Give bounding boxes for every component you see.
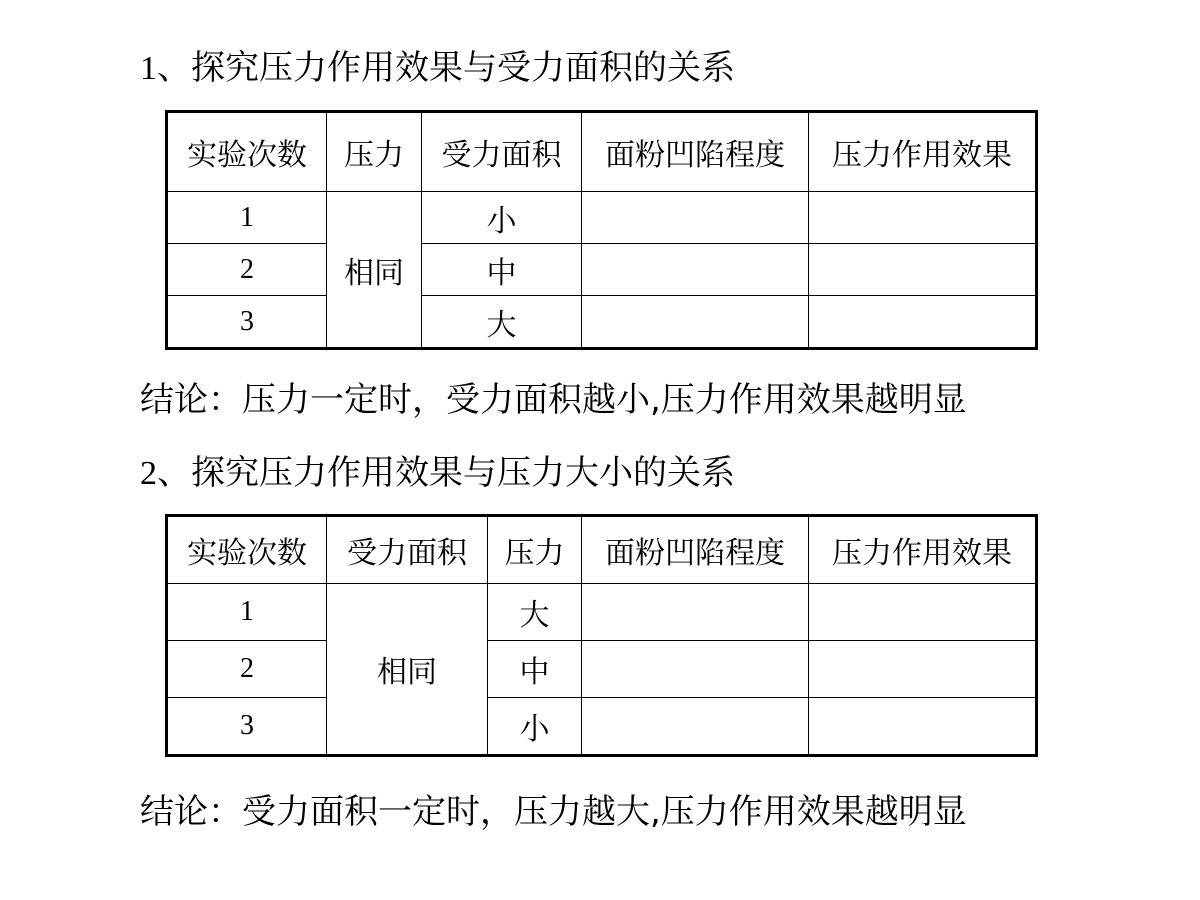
table-row	[167, 244, 1037, 296]
pressure-effect-cell	[809, 641, 1037, 698]
trial-index: 3	[167, 296, 327, 349]
flour-depression-cell	[582, 244, 809, 296]
pressure-effect-cell	[809, 296, 1037, 349]
table-row	[167, 584, 1037, 641]
section1-conclusion: 结论：压力一定时，受力面积越小,压力作用效果越明显	[140, 380, 967, 420]
trial-index: 1	[167, 584, 327, 641]
header-flour-depression: 面粉凹陷程度	[582, 112, 809, 192]
flour-depression-cell	[582, 698, 809, 756]
section2-number: 2	[140, 455, 157, 492]
table-pressure-vs-force	[165, 514, 1038, 757]
trial-index: 1	[167, 192, 327, 244]
table-row	[167, 698, 1037, 756]
section2-conclusion: 结论：受力面积一定时，压力越大,压力作用效果越明显	[140, 792, 967, 832]
pressure-value: 大	[488, 584, 582, 641]
merged-pressure-cell: 相同	[327, 192, 422, 349]
contact-area-value: 大	[422, 296, 582, 349]
pressure-effect-cell	[809, 244, 1037, 296]
pressure-effect-cell	[809, 192, 1037, 244]
table-row	[167, 296, 1037, 349]
merged-area-cell: 相同	[327, 584, 488, 756]
pressure-effect-cell	[809, 698, 1037, 756]
section1-title: 、探究压力作用效果与受力面积的关系	[157, 48, 735, 88]
pressure-effect-cell	[809, 584, 1037, 641]
trial-index: 2	[167, 641, 327, 698]
section2-heading	[140, 453, 735, 494]
pressure-value: 小	[488, 698, 582, 756]
flour-depression-cell	[582, 192, 809, 244]
header-pressure-effect: 压力作用效果	[809, 112, 1037, 192]
section1-heading	[140, 48, 735, 89]
flour-depression-cell	[582, 584, 809, 641]
table-row	[167, 192, 1037, 244]
section1-number: 1	[140, 50, 157, 87]
table-row	[167, 641, 1037, 698]
contact-area-value: 小	[422, 192, 582, 244]
header-contact-area: 受力面积	[422, 112, 582, 192]
table-header-row	[167, 112, 1037, 192]
flour-depression-cell	[582, 296, 809, 349]
section2-title: 、探究压力作用效果与压力大小的关系	[157, 453, 735, 493]
header-trial-count: 实验次数	[167, 112, 327, 192]
table-header-row	[167, 516, 1037, 584]
header-pressure: 压力	[488, 516, 582, 584]
pressure-value: 中	[488, 641, 582, 698]
trial-index: 3	[167, 698, 327, 756]
header-flour-depression: 面粉凹陷程度	[582, 516, 809, 584]
trial-index: 2	[167, 244, 327, 296]
flour-depression-cell	[582, 641, 809, 698]
contact-area-value: 中	[422, 244, 582, 296]
header-trial-count: 实验次数	[167, 516, 327, 584]
header-pressure-effect: 压力作用效果	[809, 516, 1037, 584]
header-contact-area: 受力面积	[327, 516, 488, 584]
table-pressure-vs-area	[165, 110, 1038, 350]
header-pressure: 压力	[327, 112, 422, 192]
